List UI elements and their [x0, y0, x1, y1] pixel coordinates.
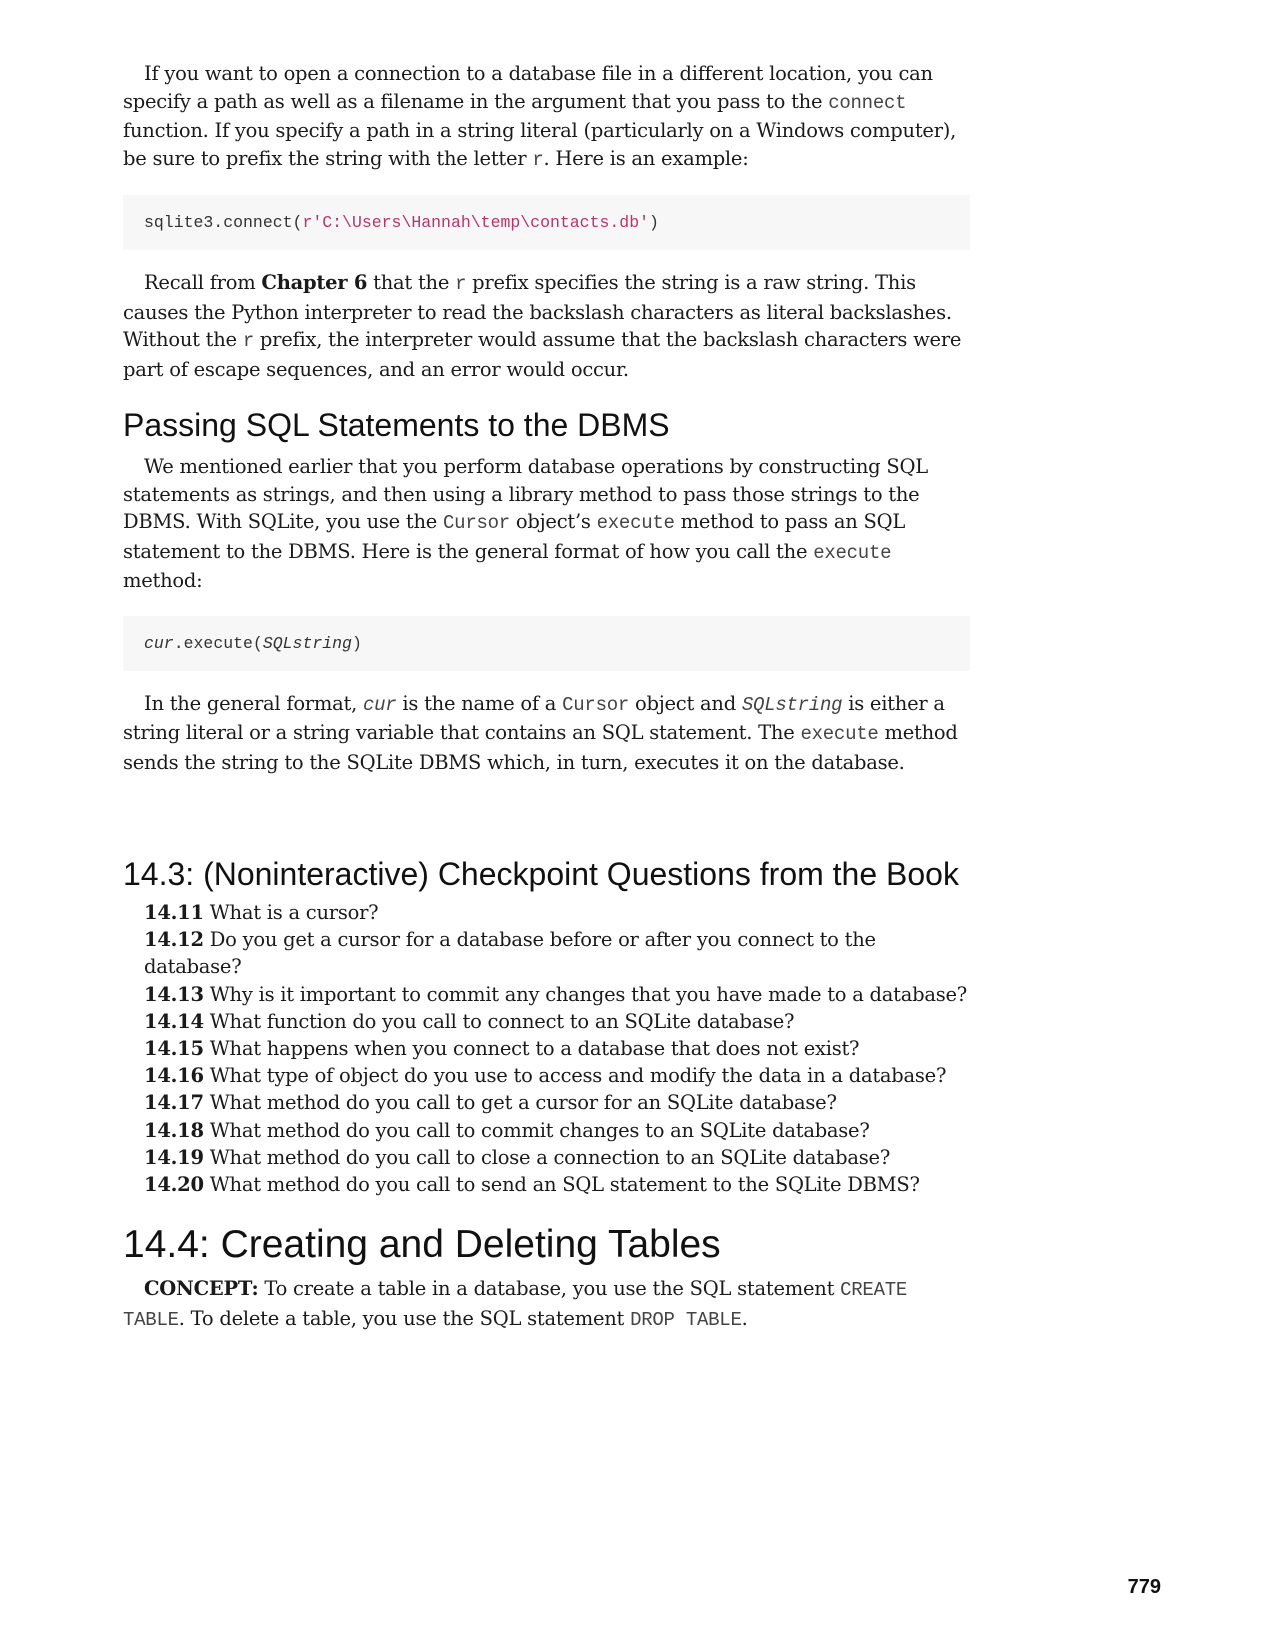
list-item: 14.14 What function do you call to connect to an SQLite database? — [144, 1009, 795, 1033]
paragraph-raw-string: Recall from Chapter 6 that the r prefix specifies the string is a raw string. This causes the Python interpreter to read the backslash characters as literal backslashes. Without the r prefix, the interpreter would assume that the backslash characters were part of escape sequences, and an error would occur. — [123, 271, 962, 381]
list-item: 14.17 What method do you call to get a cursor for an SQLite database? — [144, 1091, 837, 1115]
concept-label: CONCEPT: — [144, 1277, 259, 1301]
page-content — [123, 60, 970, 1334]
list-item: 14.13 Why is it important to commit any changes that you have made to a database? — [144, 982, 967, 1006]
inline-code-connect: connect — [828, 91, 907, 114]
paragraph-connect-path: If you want to open a connection to a database file in a different location, you can specify a path as well as a filename in the argument that you pass to the connect function. If you specify a path in a string literal (particularly on a Windows computer), be sure to prefix the string with the letter r. Here is an example: — [123, 62, 957, 171]
heading-creating-deleting-tables: 14.4: Creating and Deleting Tables — [123, 1223, 721, 1267]
chapter-reference: Chapter 6 — [261, 271, 368, 294]
list-item: 14.18 What method do you call to commit changes to an SQLite database? — [144, 1118, 870, 1142]
paragraph-concept: CONCEPT: To create a table in a database, you use the SQL statement CREATE TABLE. To delete a table, you use the SQL statement DROP TABLE. — [123, 1277, 908, 1331]
list-item: 14.12 Do you get a cursor for a database before or after you connect to the database? — [144, 928, 876, 979]
code-example-connect: sqlite3.connect(r'C:\Users\Hannah\temp\contacts.db') — [123, 195, 970, 250]
heading-passing-sql: Passing SQL Statements to the DBMS — [123, 407, 670, 443]
list-item: 14.15 What happens when you connect to a database that does not exist? — [144, 1037, 860, 1061]
list-item: 14.11 What is a cursor? — [144, 901, 379, 924]
list-item: 14.16 What type of object do you use to access and modify the data in a database? — [144, 1064, 947, 1088]
checkpoint-question-list — [123, 899, 970, 1198]
paragraph-general-format: In the general format, cur is the name of a Cursor object and SQLstring is either a string literal or a string variable that contains an SQL statement. The execute method sends the string to the SQLite DBMS which, in turn, executes it on the database. — [123, 691, 958, 774]
code-string-literal: r'C:\Users\Hannah\temp\contacts.db' — [302, 213, 649, 232]
list-item: 14.20 What method do you call to send an SQL statement to the SQLite DBMS? — [144, 1173, 920, 1197]
inline-code-r: r — [532, 148, 544, 171]
page-number: 779 — [1127, 1576, 1161, 1598]
paragraph-execute-method: We mentioned earlier that you perform database operations by constructing SQL statements as strings, and then using a library method to pass those strings to the DBMS. With SQLite, you use the Cursor object’s execute method to pass an SQL statement to the DBMS. Here is the general format of how you call the execute method: — [123, 455, 928, 592]
list-item: 14.19 What method do you call to close a connection to an SQLite database? — [144, 1145, 891, 1169]
code-general-format: cur.execute(SQLstring) — [123, 616, 970, 671]
heading-checkpoint: 14.3: (Noninteractive) Checkpoint Questions from the Book — [123, 856, 959, 892]
